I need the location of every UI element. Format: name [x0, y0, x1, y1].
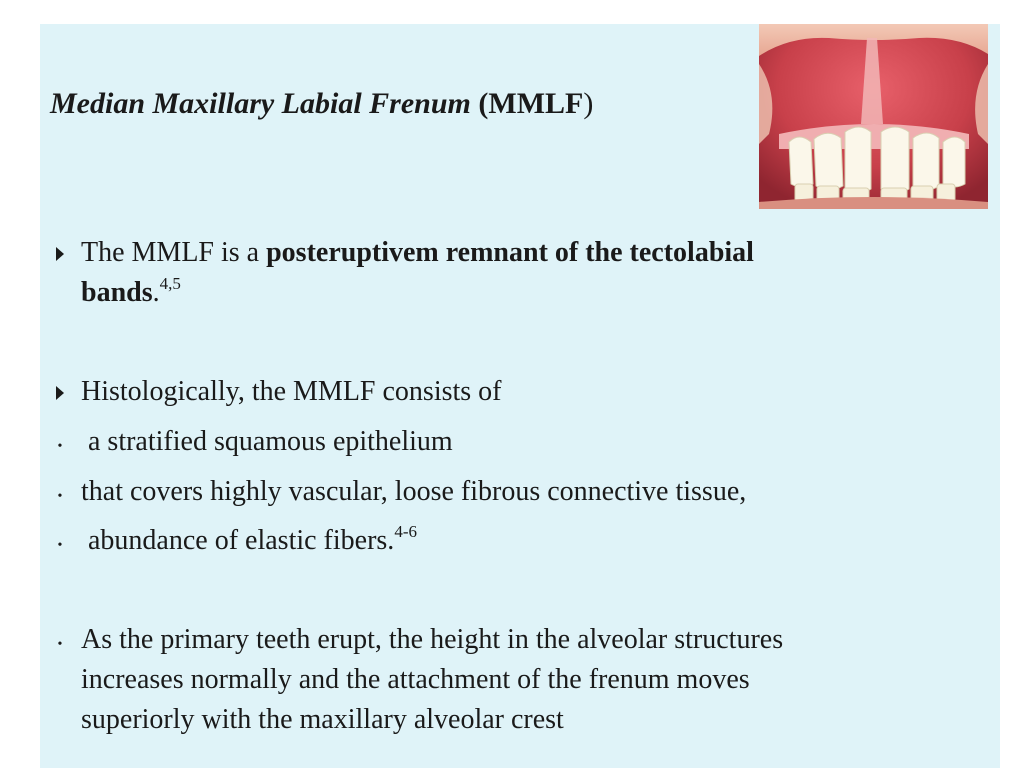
title-abbrev: (MMLF	[478, 87, 584, 120]
dot-bullet-icon: •	[57, 439, 63, 454]
bullet-2-text: Histologically, the MMLF consists of	[81, 376, 502, 407]
bullet-1-text: The MMLF is a	[81, 237, 267, 268]
labial-frenum-photo	[759, 24, 988, 209]
bullet-5-line	[81, 521, 417, 561]
dot-bullet-icon: •	[57, 489, 63, 504]
bullet-5-text: abundance of elastic fibers.	[81, 525, 395, 556]
dot-bullet-icon: •	[57, 538, 63, 553]
bullet-1-period: .	[152, 277, 160, 308]
bullet-1-line-2	[81, 273, 181, 313]
triangle-bullet-icon	[50, 233, 70, 273]
bullet-4-text: that covers highly vascular, loose fibrous connective tissue,	[81, 476, 747, 507]
dot-bullet-icon: •	[57, 637, 63, 652]
bullet-4	[50, 472, 950, 512]
bullet-6-line-1: As the primary teeth erupt, the height in the alveolar structures	[81, 624, 784, 655]
slide-title	[50, 84, 593, 124]
bullet-1-citation: 4,5	[159, 274, 181, 293]
bullet-5	[50, 521, 950, 561]
title-italic: Median Maxillary Labial Frenum	[50, 87, 471, 120]
title-close-paren: )	[583, 87, 594, 120]
bullet-1	[50, 233, 950, 313]
bullet-3	[50, 422, 950, 462]
bullet-6	[50, 620, 950, 740]
bullet-1-bold: posteruptivem remnant of the tectolabial	[266, 237, 754, 268]
triangle-bullet-icon	[50, 372, 70, 412]
bullet-2	[50, 372, 950, 412]
bullet-6-line-2: increases normally and the attachment of the frenum moves	[81, 664, 750, 695]
bullet-5-citation: 4-6	[394, 522, 417, 541]
bullet-1-bold-2: bands	[81, 277, 153, 308]
bullet-6-line-3: superiorly with the maxillary alveolar crest	[81, 704, 564, 735]
bullet-1-line-1	[81, 233, 754, 273]
bullet-3-text: a stratified squamous epithelium	[81, 426, 453, 457]
